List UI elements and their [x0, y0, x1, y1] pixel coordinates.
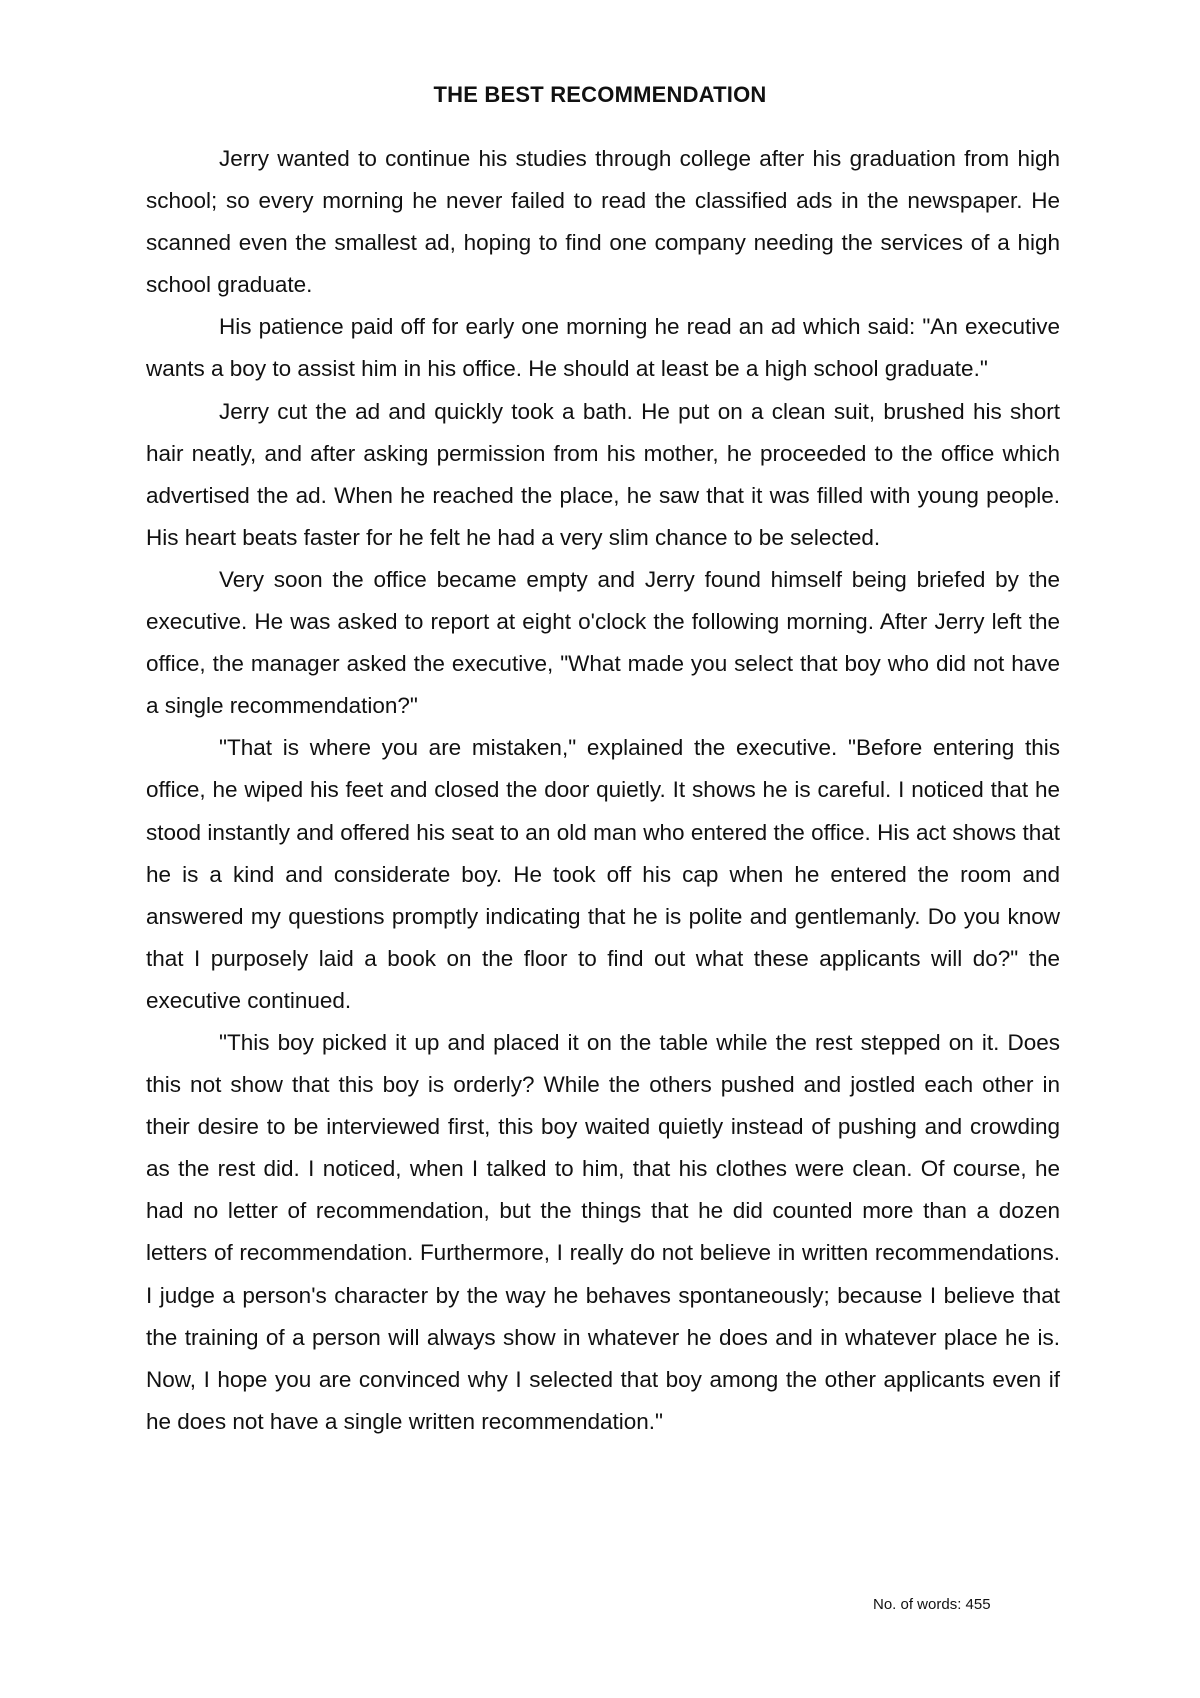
paragraph: His patience paid off for early one morning he read an ad which said: "An executive wants a boy to assist him in his office. He should at least be a high school graduate.": [146, 314, 1060, 382]
paragraph: Jerry cut the ad and quickly took a bath. He put on a clean suit, brushed his short hair neatly, and after asking permission from his mother, he proceeded to the office which advertised the ad. When he reached the place, he saw that it was filled with young people. His heart beats faster for he felt he had a very slim chance to be selected.: [146, 398, 1060, 550]
paragraph: "That is where you are mistaken," explained the executive. "Before entering this office, he wiped his feet and closed the door quietly. It shows he is careful. I noticed that he stood instantly and offered his seat to an old man who entered the office. His act shows that he is a kind and considerate boy. He took off his cap when he entered the room and answered my questions promptly indicating that he is polite and gentlemanly. Do you know that I purposely laid a book on the floor to find out what these applicants will do?" the executive continued.: [146, 735, 1060, 1013]
document-title: THE BEST RECOMMENDATION: [433, 82, 767, 107]
word-count: No. of words: 455: [873, 1596, 991, 1613]
paragraph: Jerry wanted to continue his studies through college after his graduation from high school; so every morning he never failed to read the classified ads in the newspaper. He scanned even the smallest ad, hoping to find one company needing the services of a high school graduate.: [146, 146, 1060, 298]
paragraph: "This boy picked it up and placed it on the table while the rest stepped on it. Does this not show that this boy is orderly? While the others pushed and jostled each other in their desire to be interviewed first, this boy waited quietly instead of pushing and crowding as the rest did. I noticed, when I talked to him, that his clothes were clean. Of course, he had no letter of recommendation, but the things that he did counted more than a dozen letters of recommendation. Furthermore, I really do not believe in written recommendations. I judge a person's character by the way he behaves spontaneously; because I believe that the training of a person will always show in whatever he does and in whatever place he is. Now, I hope you are convinced why I selected that boy among the other applicants even if he does not have a single written recommendation.": [146, 1029, 1060, 1434]
paragraph: Very soon the office became empty and Jerry found himself being briefed by the executive. He was asked to report at eight o'clock the following morning. After Jerry left the office, the manager asked the executive, "What made you select that boy who did not have a single recommendation?": [146, 566, 1060, 719]
document-body: [146, 138, 1060, 1443]
